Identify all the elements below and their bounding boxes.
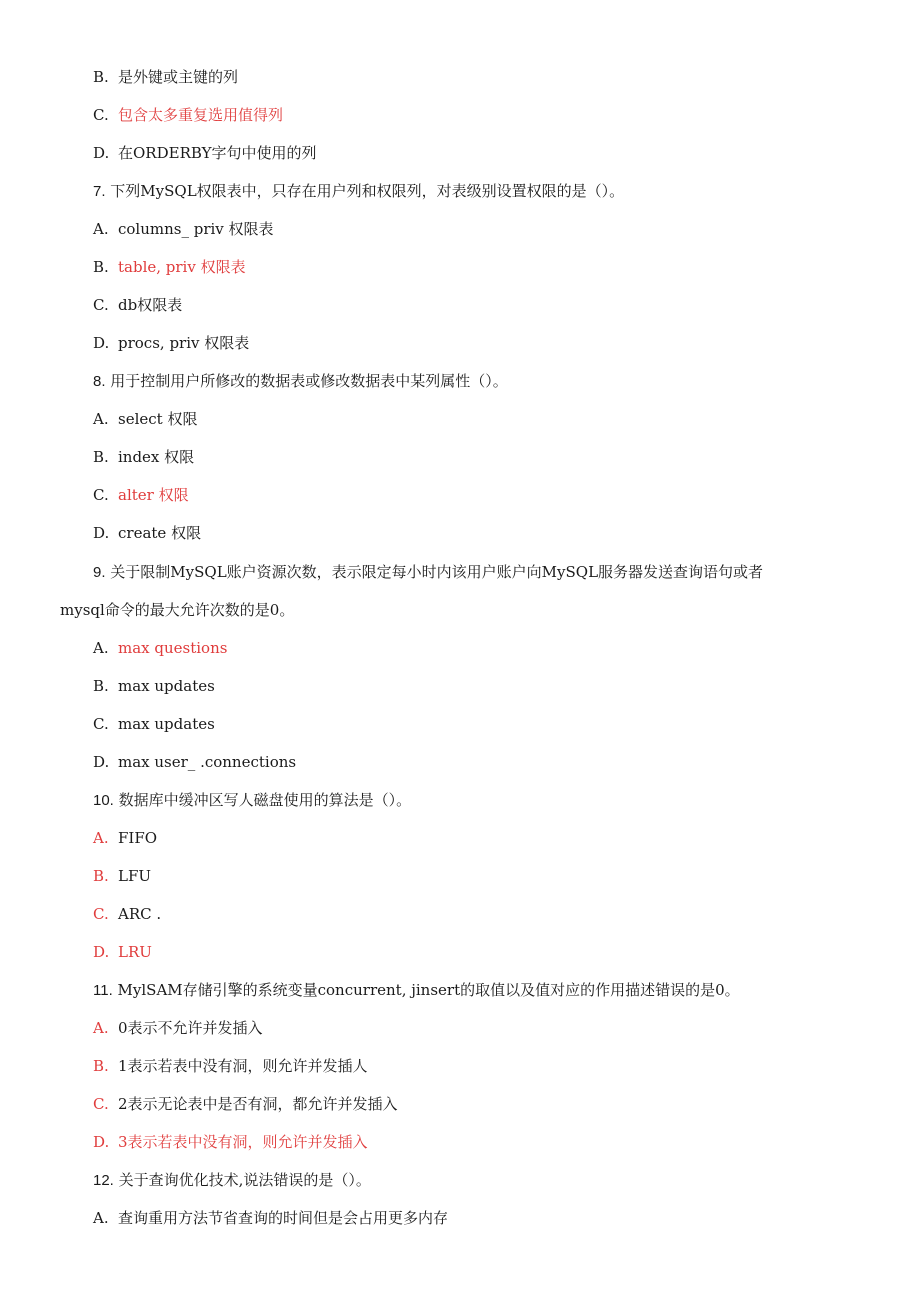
q11-option-d	[93, 1132, 368, 1152]
option-text: 是外键或主键的列	[118, 68, 239, 86]
q7-option-c	[93, 295, 182, 315]
q12-option-a	[93, 1208, 448, 1228]
q11-option-b	[93, 1056, 368, 1076]
option-letter: A.	[93, 220, 109, 238]
option-letter: B.	[93, 448, 109, 466]
option-letter: D.	[93, 524, 110, 542]
option-letter: C.	[93, 106, 109, 124]
q9-stem-line1	[93, 562, 763, 583]
question-text-continued: mysql命令的最大允许次数的是0。	[60, 601, 295, 619]
option-text: LFU	[118, 867, 152, 885]
q8-option-d	[93, 523, 201, 543]
q8-option-a	[93, 409, 197, 429]
option-letter: A.	[93, 639, 109, 657]
q6-option-d	[93, 143, 317, 163]
option-letter: A.	[93, 1209, 109, 1227]
q9-option-d	[93, 752, 296, 772]
option-letter: D.	[93, 943, 110, 961]
option-text: ARC .	[118, 905, 162, 923]
option-letter: C.	[93, 1095, 109, 1113]
option-text: FIFO	[118, 829, 158, 847]
option-letter: A.	[93, 410, 109, 428]
q8-option-b	[93, 447, 194, 467]
question-text: MylSAM存储引擎的系统变量concurrent, jinsert的取值以及值对应的作用描述错误的是0。	[117, 981, 740, 999]
option-text: 查询重用方法节省查询的时间但是会占用更多内存	[118, 1209, 449, 1227]
option-text: create 权限	[118, 524, 202, 542]
question-text: 用于控制用户所修改的数据表或修改数据表中某列属性（）。	[110, 372, 508, 390]
q7-option-a	[93, 219, 274, 239]
option-text: 在ORDERBY字句中使用的列	[118, 144, 317, 162]
option-text: columns_ priv 权限表	[118, 220, 274, 238]
question-number: 12.	[93, 1172, 114, 1189]
option-text: 1表示若表中没有洞，则允许并发插人	[118, 1057, 368, 1075]
option-letter: B.	[93, 68, 109, 86]
q9-option-b	[93, 676, 215, 696]
option-letter: C.	[93, 905, 109, 923]
q7-stem	[93, 181, 624, 202]
option-text: max updates	[118, 677, 215, 695]
option-letter: D.	[93, 1133, 110, 1151]
option-letter: B.	[93, 677, 109, 695]
option-letter: D.	[93, 144, 110, 162]
question-number: 8.	[93, 373, 106, 390]
question-number: 11.	[93, 982, 113, 999]
option-letter: C.	[93, 486, 109, 504]
q9-option-c	[93, 714, 215, 734]
option-text: max user_ .connections	[118, 753, 297, 771]
question-text: 数据库中缓冲区写人磁盘使用的算法是（）。	[118, 791, 412, 809]
q11-option-a	[93, 1018, 263, 1038]
q9-stem-line2	[60, 600, 294, 620]
option-text: 包含太多重复选用值得列	[118, 106, 284, 124]
option-text: max questions	[118, 639, 228, 657]
q6-option-b	[93, 67, 238, 87]
option-letter: B.	[93, 258, 109, 276]
option-letter: C.	[93, 715, 109, 733]
option-text: max updates	[118, 715, 215, 733]
option-letter: D.	[93, 334, 110, 352]
q12-stem	[93, 1170, 371, 1191]
q10-stem	[93, 790, 411, 811]
option-text: 0表示不允许并发插入	[118, 1019, 263, 1037]
option-text: db权限表	[118, 296, 183, 314]
option-letter: B.	[93, 867, 109, 885]
q10-option-b	[93, 866, 151, 886]
question-number: 7.	[93, 183, 106, 200]
question-number: 9.	[93, 564, 106, 581]
q10-option-d	[93, 942, 152, 962]
option-letter: A.	[93, 829, 109, 847]
q10-option-a	[93, 828, 157, 848]
option-text: select 权限	[118, 410, 198, 428]
q7-option-b	[93, 257, 246, 277]
option-text: LRU	[118, 943, 152, 961]
q8-stem	[93, 371, 508, 392]
question-number: 10.	[93, 792, 114, 809]
option-text: index 权限	[118, 448, 195, 466]
q6-option-c	[93, 105, 283, 125]
q11-stem	[93, 980, 740, 1001]
q8-option-c	[93, 485, 189, 505]
option-letter: C.	[93, 296, 109, 314]
question-text: 关于限制MySQL账户资源次数，表示限定每小时内该用户账户向MySQL服务器发送查询语句或者	[110, 563, 764, 581]
option-letter: D.	[93, 753, 110, 771]
option-text: procs, priv 权限表	[118, 334, 250, 352]
option-text: 2表示无论表中是否有洞，都允许并发插入	[118, 1095, 398, 1113]
option-text: 3表示若表中没有洞，则允许并发插入	[118, 1133, 368, 1151]
option-letter: B.	[93, 1057, 109, 1075]
question-text: 下列MySQL权限表中，只存在用户列和权限列，对表级别设置权限的是（）。	[110, 182, 625, 200]
q7-option-d	[93, 333, 249, 353]
option-text: table, priv 权限表	[118, 258, 246, 276]
option-text: alter 权限	[118, 486, 189, 504]
q10-option-c	[93, 904, 161, 924]
q9-option-a	[93, 638, 227, 658]
option-letter: A.	[93, 1019, 109, 1037]
q11-option-c	[93, 1094, 398, 1114]
question-text: 关于查询优化技术,说法错误的是（）。	[118, 1171, 371, 1189]
